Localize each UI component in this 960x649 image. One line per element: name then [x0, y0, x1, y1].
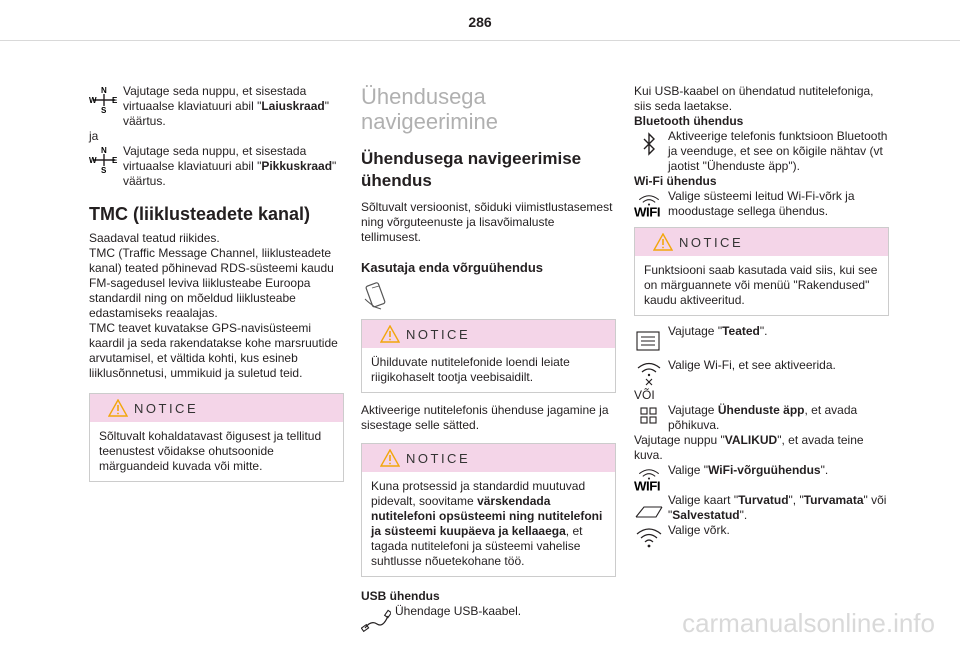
notifications-icon: [634, 326, 664, 354]
usb-instruction: [361, 604, 616, 634]
section-title: Ühendusega navigeerimine: [361, 84, 498, 134]
tmc-availability: Saadaval teatud riikides.: [89, 231, 220, 245]
warning-icon: [380, 325, 400, 343]
notice-text: Ühilduvate nutitelefonide loendi leiate riigikohaselt tootja veebisaidilt.: [371, 355, 570, 384]
app-text: Vajutage Ühenduste äpp, et avada põhikuva.: [668, 403, 858, 432]
notice-box-hazard: [89, 393, 344, 482]
wifi-network-text: Valige "WiFi-võrguühendus".: [668, 463, 829, 477]
notice-header: [635, 228, 888, 256]
bluetooth-instruction: [634, 129, 889, 174]
warning-icon: [108, 399, 128, 417]
tab-instruction: [634, 493, 889, 523]
notice-header: [90, 394, 343, 422]
notice-text: Funktsiooni saab kasutada vaid siis, kui see on märguannete või menüü "Rakendused" kaudu aktiveeritud.: [644, 263, 878, 307]
user-connection-heading: Kasutaja enda võrguühendus: [361, 260, 544, 275]
smartphone-icon: [361, 281, 391, 311]
usb-heading: USB ühendus: [361, 589, 440, 603]
wifi-off-icon: [634, 360, 664, 388]
svg-text:W: W: [89, 156, 97, 165]
notice-box-compat: [361, 319, 616, 393]
notice-title: NOTICE: [406, 327, 471, 342]
network-select-text: Valige võrk.: [668, 523, 730, 537]
tab-text: Valige kaart "Turvatud", "Turvamata" või "Salvestatud".: [668, 493, 887, 522]
svg-text:E: E: [112, 156, 118, 165]
notifications-text: Vajutage "Teated".: [668, 324, 768, 338]
svg-text:E: E: [112, 96, 118, 105]
app-instruction: [634, 403, 889, 463]
latitude-instruction: [89, 84, 344, 129]
column-left: [89, 84, 344, 482]
svg-text:N: N: [101, 86, 107, 95]
wifi-label-icon: [634, 465, 664, 493]
page-number: 286: [468, 14, 492, 30]
svg-text:S: S: [101, 106, 107, 114]
and-text: ja: [89, 129, 99, 143]
connection-heading: Ühendusega navigeerimise ühendus: [361, 149, 582, 190]
svg-text:W: W: [89, 96, 97, 105]
wifi-signal-icon: [634, 525, 664, 553]
wifi-activate-instruction: [634, 358, 889, 388]
wifi-activate-text: Valige Wi-Fi, et see aktiveerida.: [668, 358, 836, 372]
svg-text:N: N: [101, 146, 107, 155]
svg-text:WIFI: WIFI: [634, 204, 661, 219]
tmc-usage: TMC teavet kuvatakse GPS-navisüsteemi kaardil ja seda rakendatakse kohe marsruutide arvutamisel, et vältida kohti, kus esineb liiklusõnnetusi, ummikuid ja suletud teid.: [89, 321, 338, 380]
warning-icon: [653, 233, 673, 251]
usb-text: Ühendage USB-kaabel.: [395, 604, 522, 618]
longitude-text: Vajutage seda nuppu, et sisestada virtuaalse klaviatuuri abil "Pikkuskraad" väärtus.: [123, 144, 337, 188]
warning-icon: [380, 449, 400, 467]
wifi-instruction: [634, 189, 889, 219]
network-select-instruction: [634, 523, 889, 553]
notice-box-update: [361, 443, 616, 577]
notifications-instruction: [634, 324, 889, 354]
compass-portrait-icon: [89, 146, 119, 174]
notice-text: Sõltuvalt kohaldatavast õigusest ja tellitud teenustest võidakse ohutsoonide märguandeid kuvada või mitte.: [99, 429, 322, 473]
compass-landscape-icon: [89, 86, 119, 114]
options-text: Vajutage nuppu "VALIKUD", et avada teine kuva.: [634, 433, 864, 462]
column-right: [634, 84, 889, 553]
notice-title: NOTICE: [679, 235, 744, 250]
column-middle: [361, 84, 616, 634]
tab-icon: [634, 495, 664, 523]
svg-text:S: S: [101, 166, 107, 174]
or-text: VÕI: [634, 388, 655, 402]
svg-text:WIFI: WIFI: [634, 478, 661, 493]
wifi-icon: [634, 191, 664, 219]
notice-title: NOTICE: [406, 451, 471, 466]
latitude-text: Vajutage seda nuppu, et sisestada virtuaalse klaviatuuri abil "Laiuskraad" väärtus.: [123, 84, 329, 128]
wifi-heading: Wi-Fi ühendus: [634, 174, 717, 188]
bluetooth-heading: Bluetooth ühendus: [634, 114, 744, 128]
notice-header: [362, 444, 615, 472]
usb-charging-text: Kui USB-kaabel on ühendatud nutitelefoniga, siis seda laetakse.: [634, 84, 874, 113]
activate-sharing-text: Aktiveerige nutitelefonis ühenduse jagamine ja sisestage selle sätted.: [361, 403, 609, 432]
bluetooth-text: Aktiveerige telefonis funktsioon Bluetooth ja veenduge, et see on kõigile nähtav (vt jaotist "Ühenduste äpp").: [668, 129, 888, 173]
longitude-instruction: [89, 144, 344, 189]
apps-grid-icon: [634, 405, 664, 433]
wifi-text: Valige süsteemi leitud Wi-Fi-võrk ja moodustage sellega ühendus.: [668, 189, 855, 218]
bluetooth-icon: [634, 131, 664, 159]
watermark: carmanualsonline.info: [682, 608, 935, 638]
wifi-network-instruction: [634, 463, 889, 493]
usb-cable-icon: [361, 606, 391, 634]
notice-header: [362, 320, 615, 348]
tmc-heading: TMC (liiklusteadete kanal): [89, 204, 311, 224]
header-divider: [0, 40, 960, 41]
tmc-description: TMC (Traffic Message Channel, liiklusteadete kanal) teated põhinevad RDS-süsteemi kaudu FM-sagedusel leviva liiklusteabe Euroopa standardil ning on mõeldud liiklusteabe edastamiseks reaalajas.: [89, 246, 334, 320]
notice-title: NOTICE: [134, 401, 199, 416]
notice-box-activation: [634, 227, 889, 316]
notice-text: Kuna protsessid ja standardid muutuvad pidevalt, soovitame värskendada nutitelefoni opsüsteemi ning nutitelefoni ja süsteemi kuupäeva ja kellaaega, et tagada nutitelefoni ja süsteemi vahelise suhtlusse nõuetekohane töö.: [371, 479, 603, 568]
intro-text: Sõltuvalt versioonist, sõiduki viimistlustasemest ning võrguteenuste ja lisavõimaluste tellimusest.: [361, 200, 613, 244]
